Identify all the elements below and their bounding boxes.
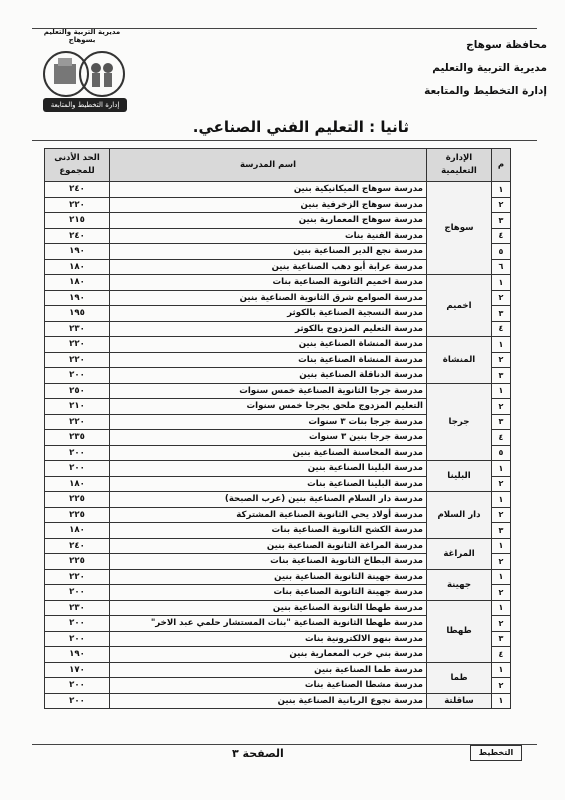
min-score-cell: ١٩٠ [45,244,110,260]
row-number: ٥ [492,244,511,260]
row-number: ١ [492,275,511,291]
row-number: ٢ [492,197,511,213]
table-row [45,337,511,353]
school-name-cell: مدرسة نجوع الريانية الصناعية بنين [110,693,427,709]
school-name-cell: مدرسة جهينة الثانوية الصناعية بنين [110,569,427,585]
school-name-cell: مدرسة عرابة أبو دهب الصناعية بنين [110,259,427,275]
school-name-cell: مدرسة المحاسنة الصناعية بنين [110,445,427,461]
row-number: ٢ [492,507,511,523]
department-cell: المراغة [427,538,492,569]
governorate-label: محافظة سوهاج [466,39,547,51]
min-score-cell: ٢٢٠ [45,197,110,213]
min-score-cell: ٢٥٠ [45,383,110,399]
row-number: ١ [492,492,511,508]
min-score-cell: ٢٠٠ [45,678,110,694]
school-name-cell: مدرسة التعليم المزدوج بالكوثر [110,321,427,337]
row-number: ٣ [492,213,511,229]
school-name-cell: مدرسة جهينة الثانوية الصناعية بنات [110,585,427,601]
department-label: إدارة التخطيط والمتابعة [424,85,547,97]
row-number: ٤ [492,228,511,244]
col-header-school: اسم المدرسة [110,149,427,182]
row-number: ١ [492,693,511,709]
row-number: ١ [492,600,511,616]
page-number: الصفحة ٣ [232,747,284,760]
row-number: ٣ [492,368,511,384]
min-score-cell: ٢٢٠ [45,414,110,430]
row-number: ٢ [492,585,511,601]
min-score-cell: ٢٢٠ [45,352,110,368]
min-score-cell: ١٩٠ [45,647,110,663]
row-number: ٣ [492,306,511,322]
footer-rule [32,744,537,745]
school-name-cell: مدرسة نجع الدير الصناعية بنين [110,244,427,260]
school-name-cell: مدرسة اخميم الثانوية الصناعية بنات [110,275,427,291]
table-row [45,275,511,291]
school-name-cell: مدرسة المنشاة الصناعية بنات [110,352,427,368]
school-name-cell: مدرسة سوهاج الميكانيكية بنين [110,182,427,198]
min-score-cell: ١٩٥ [45,306,110,322]
min-score-cell: ٢٢٥ [45,554,110,570]
min-score-cell: ٢٠٠ [45,616,110,632]
min-score-cell: ٢٤٠ [45,182,110,198]
min-score-cell: ١٨٠ [45,476,110,492]
table-row [45,461,511,477]
school-name-cell: مدرسة الكشح الثانوية الصناعية بنات [110,523,427,539]
min-score-cell: ٢٠٠ [45,461,110,477]
row-number: ٢ [492,616,511,632]
school-name-cell: مدرسة الصوامع شرق الثانوية الصناعية بنين [110,290,427,306]
school-name-cell: مدرسة أولاد يحي الثانوية الصناعية المشتركة [110,507,427,523]
row-number: ١ [492,337,511,353]
min-score-cell: ٢٤٠ [45,538,110,554]
school-name-cell: مدرسة سوهاج المعمارية بنين [110,213,427,229]
department-cell: البلينا [427,461,492,492]
row-number: ٦ [492,259,511,275]
row-number: ٢ [492,678,511,694]
school-name-cell: مدرسة جرجا بنات ٣ سنوات [110,414,427,430]
school-name-cell: مدرسة البلينا الصناعية بنين [110,461,427,477]
row-number: ٣ [492,523,511,539]
row-number: ٤ [492,647,511,663]
table-row [45,693,511,709]
min-score-cell: ١٧٠ [45,662,110,678]
min-score-cell: ٢٠٠ [45,585,110,601]
table-row [45,492,511,508]
row-number: ١ [492,662,511,678]
school-name-cell: مدرسة المنشاة الصناعية بنين [110,337,427,353]
school-name-cell: مدرسة طهطا الثانوية الصناعية "بنات المستشار حلمي عبد الاخر" [110,616,427,632]
department-cell: جهينة [427,569,492,600]
logo-caption: إدارة التخطيط والمتابعة [43,98,127,112]
row-number: ١ [492,569,511,585]
schools-table [44,148,511,709]
min-score-cell: ١٨٠ [45,275,110,291]
table-row [45,569,511,585]
school-name-cell: مدرسة طما الصناعية بنين [110,662,427,678]
min-score-cell: ٢٢٥ [45,492,110,508]
col-header-number: م [492,149,511,182]
school-name-cell: مدرسة مشطا الصناعية بنات [110,678,427,694]
row-number: ٤ [492,321,511,337]
school-name-cell: مدرسة جرجا بنين ٣ سنوات [110,430,427,446]
table-row [45,600,511,616]
row-number: ٢ [492,554,511,570]
department-cell: اخميم [427,275,492,337]
directorate-logo [38,28,128,114]
min-score-cell: ٢٣٥ [45,430,110,446]
min-score-cell: ٢٢٥ [45,507,110,523]
min-score-cell: ٢١٥ [45,213,110,229]
row-number: ٢ [492,399,511,415]
min-score-cell: ٢٣٠ [45,321,110,337]
department-cell: جرجا [427,383,492,461]
school-name-cell: مدرسة جرجا الثانوية الصناعية خمس سنوات [110,383,427,399]
row-number: ٣ [492,414,511,430]
planning-stamp: التخطيط [470,745,522,761]
row-number: ٢ [492,352,511,368]
min-score-cell: ١٩٠ [45,290,110,306]
title-rule [32,140,537,141]
table-row [45,538,511,554]
table-row [45,182,511,198]
department-cell: طما [427,662,492,693]
min-score-cell: ٢٠٠ [45,368,110,384]
school-name-cell: مدرسة سوهاج الزخرفية بنين [110,197,427,213]
row-number: ٢ [492,476,511,492]
min-score-cell: ٢٠٠ [45,631,110,647]
school-name-cell: مدرسة البطاخ الثانوية الصناعية بنات [110,554,427,570]
school-name-cell: مدرسة بني خرب المعمارية بنين [110,647,427,663]
school-name-cell: مدرسة الدناقلة الصناعية بنين [110,368,427,384]
min-score-cell: ٢٠٠ [45,445,110,461]
table-header-row [45,149,511,182]
row-number: ١ [492,538,511,554]
school-name-cell: مدرسة النسجية الصناعية بالكوثر [110,306,427,322]
section-title: ثانيا : التعليم الفني الصناعي. [192,118,409,136]
min-score-cell: ٢٠٠ [45,693,110,709]
logo-emblem-icon [40,38,130,104]
header-block [424,34,547,103]
col-header-min-score: الحد الأدنى للمجموع [45,149,110,182]
row-number: ٥ [492,445,511,461]
school-name-cell: مدرسة البلينا الصناعية بنات [110,476,427,492]
min-score-cell: ١٨٠ [45,259,110,275]
top-rule [32,28,537,29]
row-number: ٢ [492,290,511,306]
department-cell: طهطا [427,600,492,662]
min-score-cell: ١٨٠ [45,523,110,539]
row-number: ٤ [492,430,511,446]
school-name-cell: التعليم المزدوج ملحق بجرجا خمس سنوات [110,399,427,415]
col-header-department: الإدارة التعليمية [427,149,492,182]
department-cell: دار السلام [427,492,492,539]
min-score-cell: ٢٣٠ [45,600,110,616]
directorate-label: مديرية التربية والتعليم [432,62,547,74]
school-name-cell: مدرسة بنهو الالكترونية بنات [110,631,427,647]
school-name-cell: مدرسة دار السلام الصناعية بنين (عرب الصبحة) [110,492,427,508]
row-number: ١ [492,182,511,198]
row-number: ١ [492,383,511,399]
table-row [45,662,511,678]
min-score-cell: ٢٤٠ [45,228,110,244]
school-name-cell: مدرسة المراغة الثانوية الصناعية بنين [110,538,427,554]
min-score-cell: ٢٢٠ [45,337,110,353]
department-cell: ساقلتة [427,693,492,709]
min-score-cell: ٢١٠ [45,399,110,415]
department-cell: سوهاج [427,182,492,275]
table-body [45,182,511,709]
school-name-cell: مدرسة الفنية بنات [110,228,427,244]
row-number: ٣ [492,631,511,647]
department-cell: المنشاة [427,337,492,384]
table-row [45,383,511,399]
logo-top-text: مديرية التربية والتعليم بسوهاج [43,28,121,44]
min-score-cell: ٢٢٠ [45,569,110,585]
school-name-cell: مدرسة طهطا الثانوية الصناعية بنين [110,600,427,616]
row-number: ١ [492,461,511,477]
